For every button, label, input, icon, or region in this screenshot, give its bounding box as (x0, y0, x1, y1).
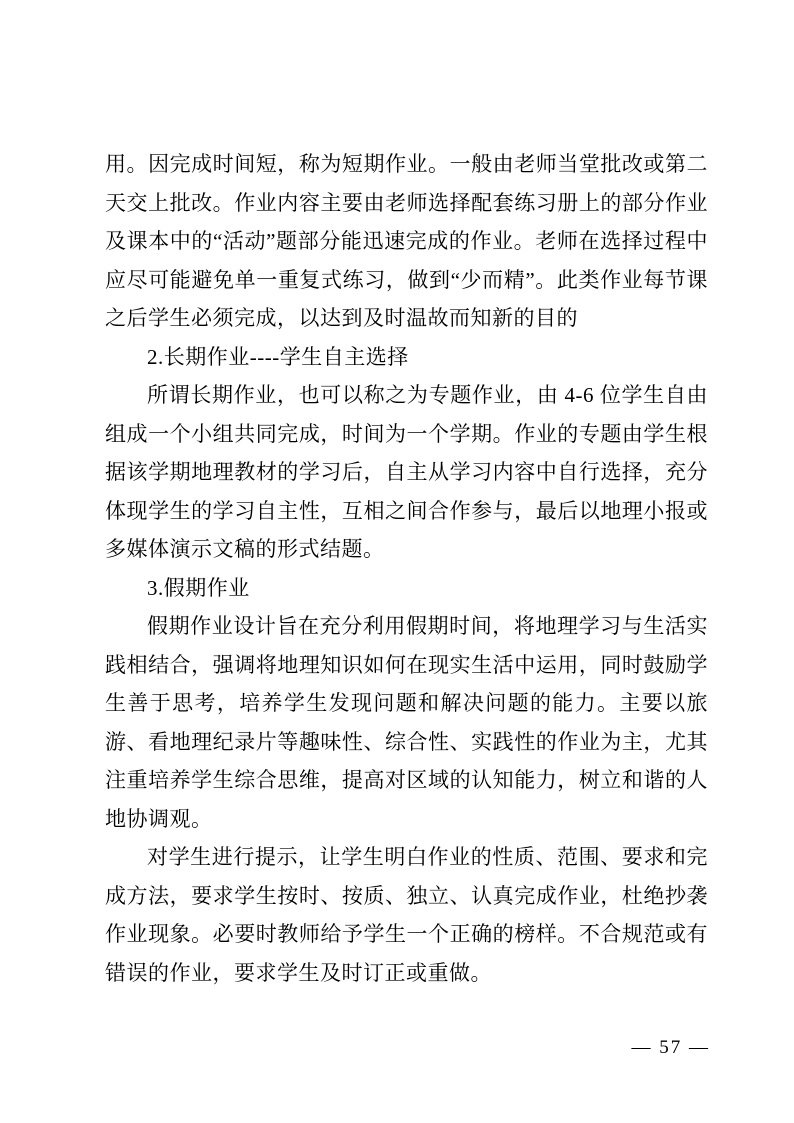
heading-holiday-homework: 3.假期作业 (147, 575, 250, 600)
paragraph-long-term-homework: 所谓长期作业，也可以称之为专题作业，由 4-6 位学生自由组成一个小组共同完成，时间为一个学期。作业的专题由学生根据该学期地理教材的学习后，自主从学习内容中自行选择，充分体现学生的学习自主性，互相之间合作参与，最后以地理小报或多媒体演示文稿的形式结题。 (105, 383, 708, 561)
paragraph-holiday-homework: 假期作业设计旨在充分利用假期时间，将地理学习与生活实践相结合，强调将地理知识如何在现实生活中运用，同时鼓励学生善于思考，培养学生发现问题和解决问题的能力。主要以旅游、看地理纪录片等趣味性、综合性、实践性的作业为主，尤其注重培养学生综合思维，提高对区域的认知能力，树立和谐的人地协调观。 (105, 614, 708, 831)
paragraph-short-term-homework-continuation: 用。因完成时间短，称为短期作业。一般由老师当堂批改或第二天交上批改。作业内容主要由老师选择配套练习册上的部分作业及课本中的“活动”题部分能迅速完成的作业。老师在选择过程中应尽可能避免单一重复式练习，做到“少而精”。此类作业每节课之后学生必须完成，以达到及时温故而知新的目的 (105, 152, 708, 330)
paragraph-student-guidance: 对学生进行提示，让学生明白作业的性质、范围、要求和完成方法，要求学生按时、按质、独立、认真完成作业，杜绝抄袭作业现象。必要时教师给予学生一个正确的榜样。不合规范或有错误的作业，要求学生及时订正或重做。 (105, 845, 708, 985)
heading-long-term-homework: 2.长期作业----学生自主选择 (147, 344, 409, 369)
body-text (105, 145, 708, 992)
page-number: — 57 — (631, 1037, 710, 1058)
